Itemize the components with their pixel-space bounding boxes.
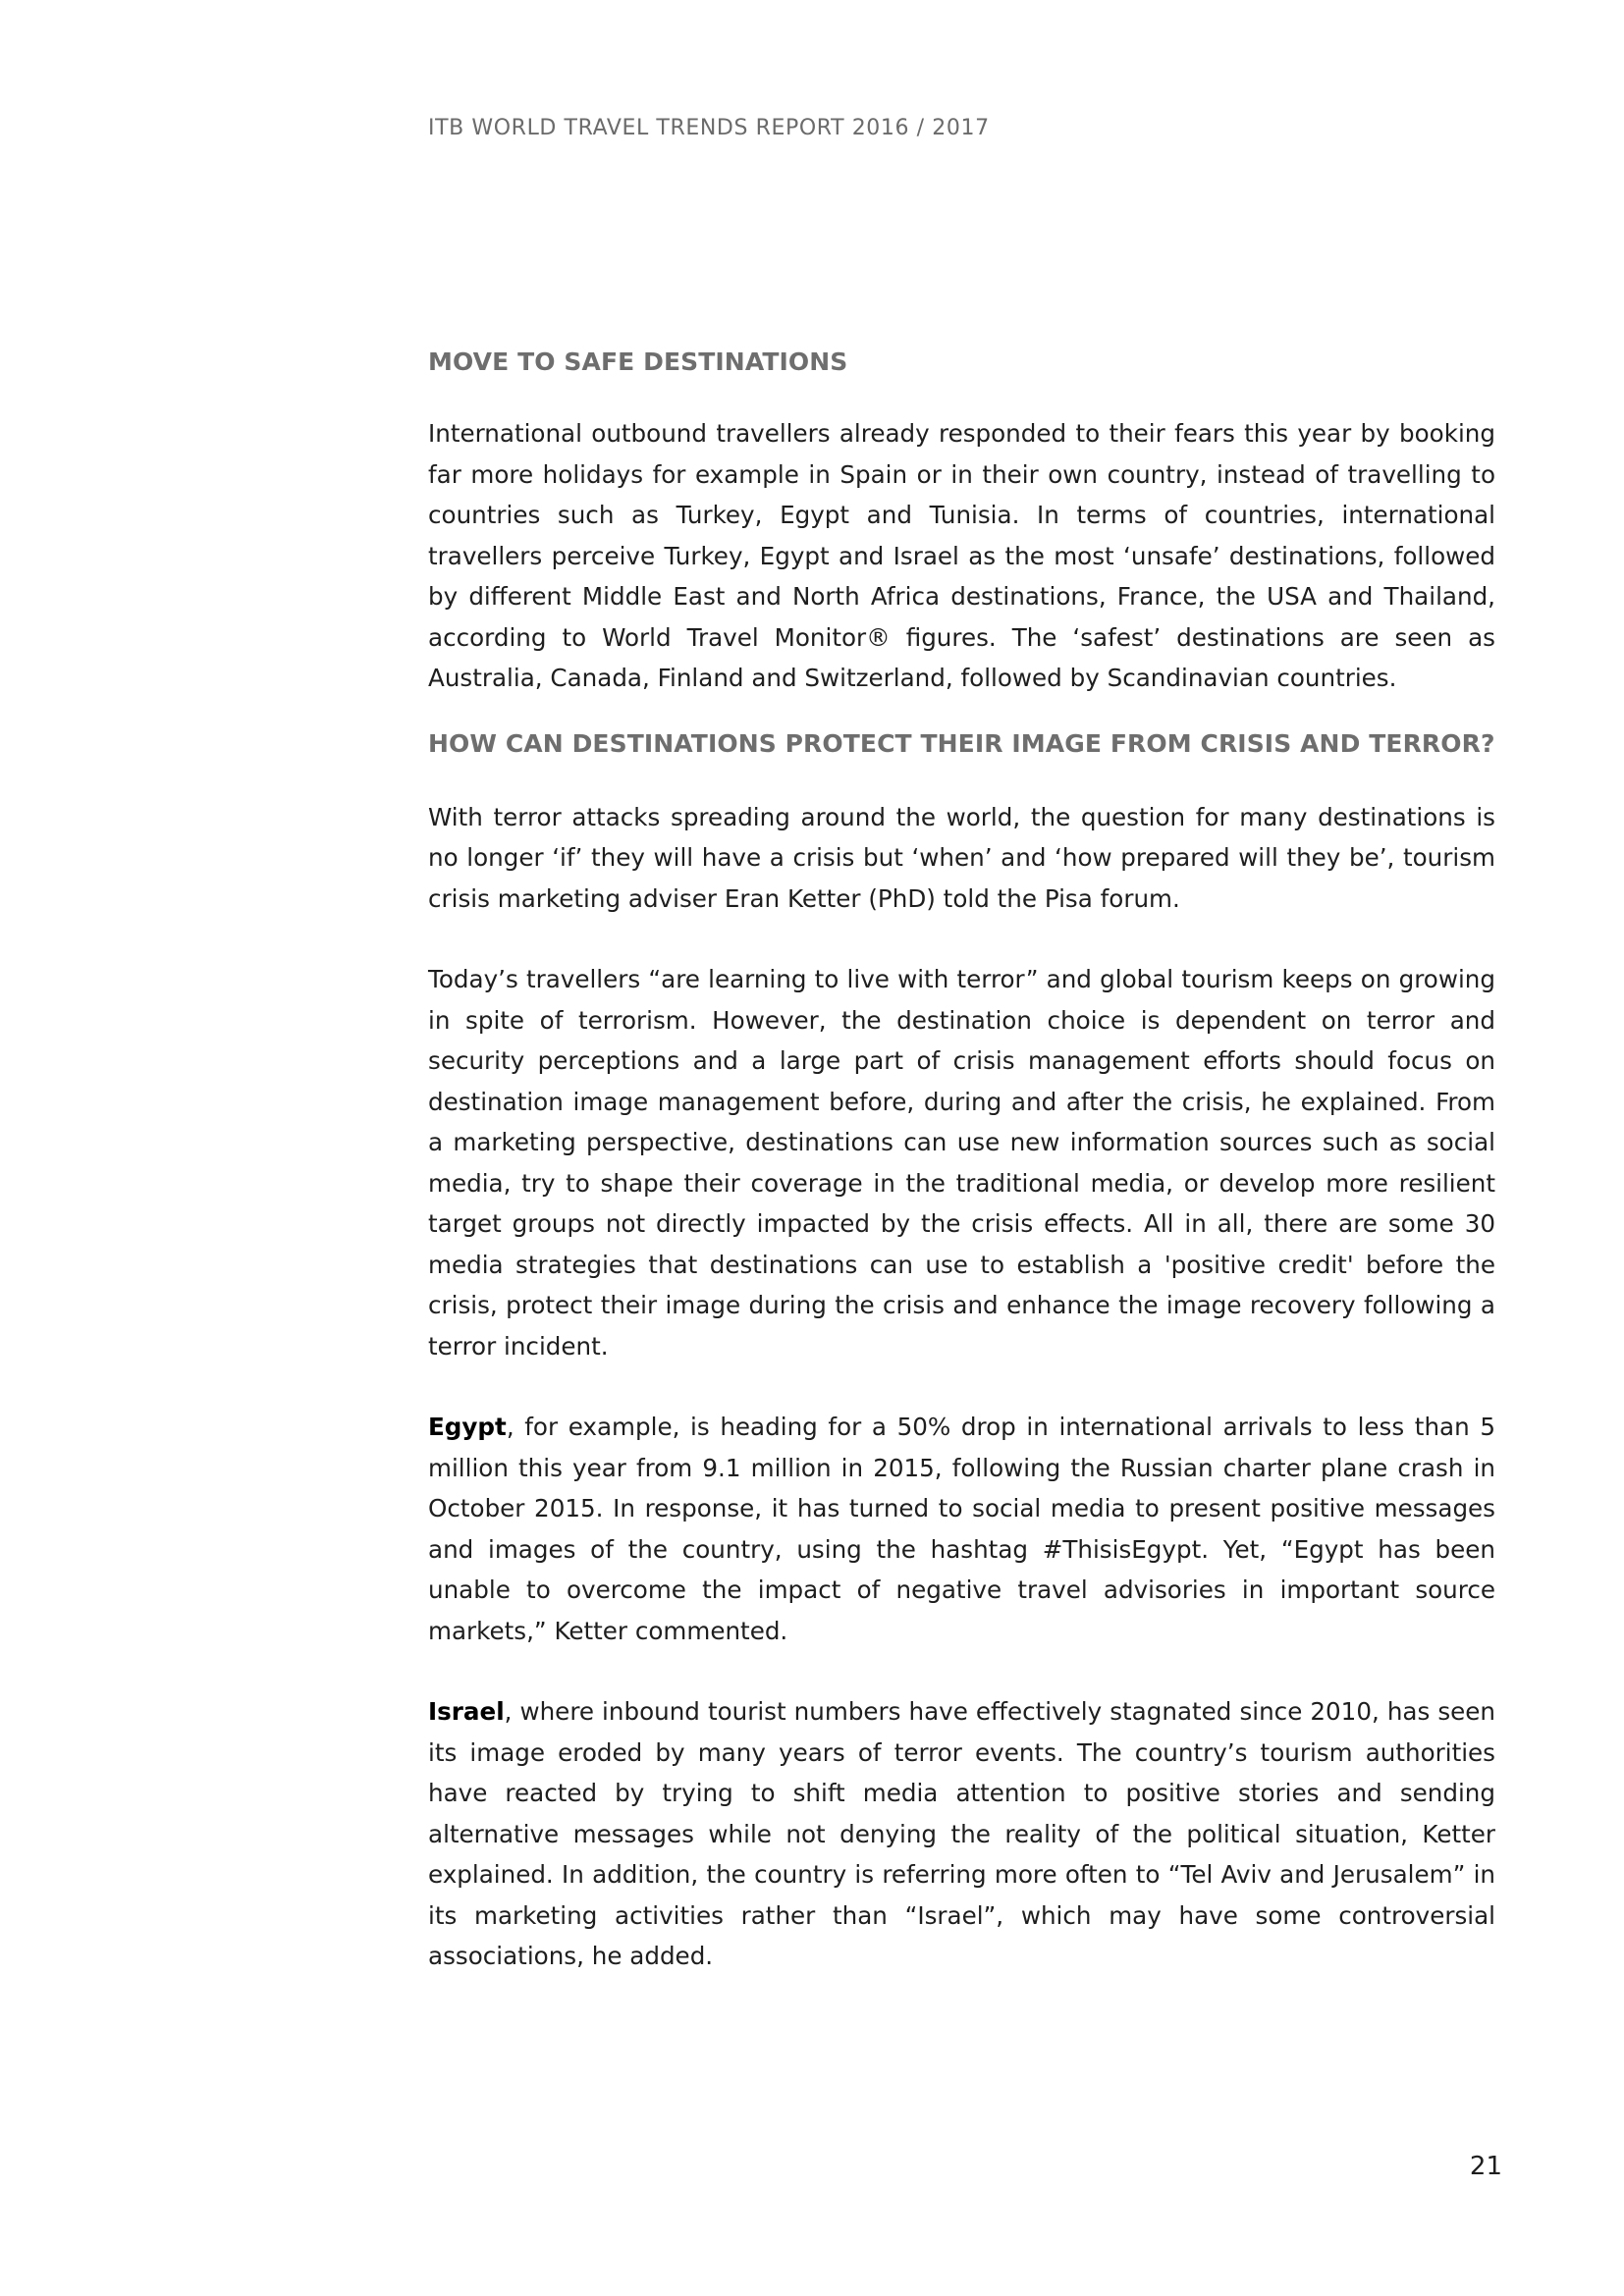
article-body: [428, 346, 1495, 1977]
page-number: 21: [1469, 2152, 1502, 2181]
egypt-text: , for example, is heading for a 50% drop in international arrivals to less than 5 million this year from 9.1 million in 2015, following the Russian charter plane crash in October 2015. In response, it has turned to social media to present positive messages and images of the country, using the hashtag #ThisisEgypt. Yet, “Egypt has been unable to overcome the impact of negative travel advisories in important source markets,” Ketter commented.: [428, 1413, 1495, 1645]
israel-text: , where inbound tourist numbers have effectively stagnated since 2010, has seen its image eroded by many years of terror events. The country’s tourism authorities have reacted by trying to shift media attention to positive stories and sending alternative messages while not denying the reality of the political situation, Ketter explained. In addition, the country is referring more often to “Tel Aviv and Jerusalem” in its marketing activities rather than “Israel”, which may have some controversial associations, he added.: [428, 1697, 1495, 1970]
paragraph-safe-destinations: International outbound travellers already responded to their fears this year by booking far more holidays for example in Spain or in their own country, instead of travelling to countries such as Turkey, Egypt and Tunisia. In terms of countries, international travellers perceive Turkey, Egypt and Israel as the most ‘unsafe’ destinations, followed by different Middle East and North Africa destinations, France, the USA and Thailand, according to World Travel Monitor® figures. The ‘safest’ destinations are seen as Australia, Canada, Finland and Switzerland, followed by Scandinavian countries.: [428, 419, 1495, 692]
running-header: ITB WORLD TRAVEL TRENDS REPORT 2016 / 2017: [428, 116, 990, 140]
section-heading-safe-destinations: MOVE TO SAFE DESTINATIONS: [428, 347, 848, 376]
egypt-lead: Egypt: [428, 1413, 507, 1441]
section-heading-protect-image: HOW CAN DESTINATIONS PROTECT THEIR IMAGE FROM CRISIS AND TERROR?: [428, 728, 1495, 758]
paragraph-todays-travellers: Today’s travellers “are learning to live with terror” and global tourism keeps on growing in spite of terrorism. However, the destination choice is dependent on terror and security perceptions and a large part of crisis management efforts should focus on destination image management before, during and after the crisis, he explained. From a marketing perspective, destinations can use new information sources such as social media, try to shape their coverage in the traditional media, or develop more resilient target groups not directly impacted by the crisis effects. All in all, there are some 30 media strategies that destinations can use to establish a 'positive credit' before the crisis, protect their image during the crisis and enhance the image recovery following a terror incident.: [428, 965, 1495, 1361]
israel-lead: Israel: [428, 1697, 505, 1726]
paragraph-egypt: [428, 1407, 1495, 1651]
paragraph-terror-question: With terror attacks spreading around the world, the question for many destinations is no longer ‘if’ they will have a crisis but ‘when’ and ‘how prepared will they be’, tourism crisis marketing adviser Eran Ketter (PhD) told the Pisa forum.: [428, 802, 1495, 913]
paragraph-israel: [428, 1691, 1495, 1977]
